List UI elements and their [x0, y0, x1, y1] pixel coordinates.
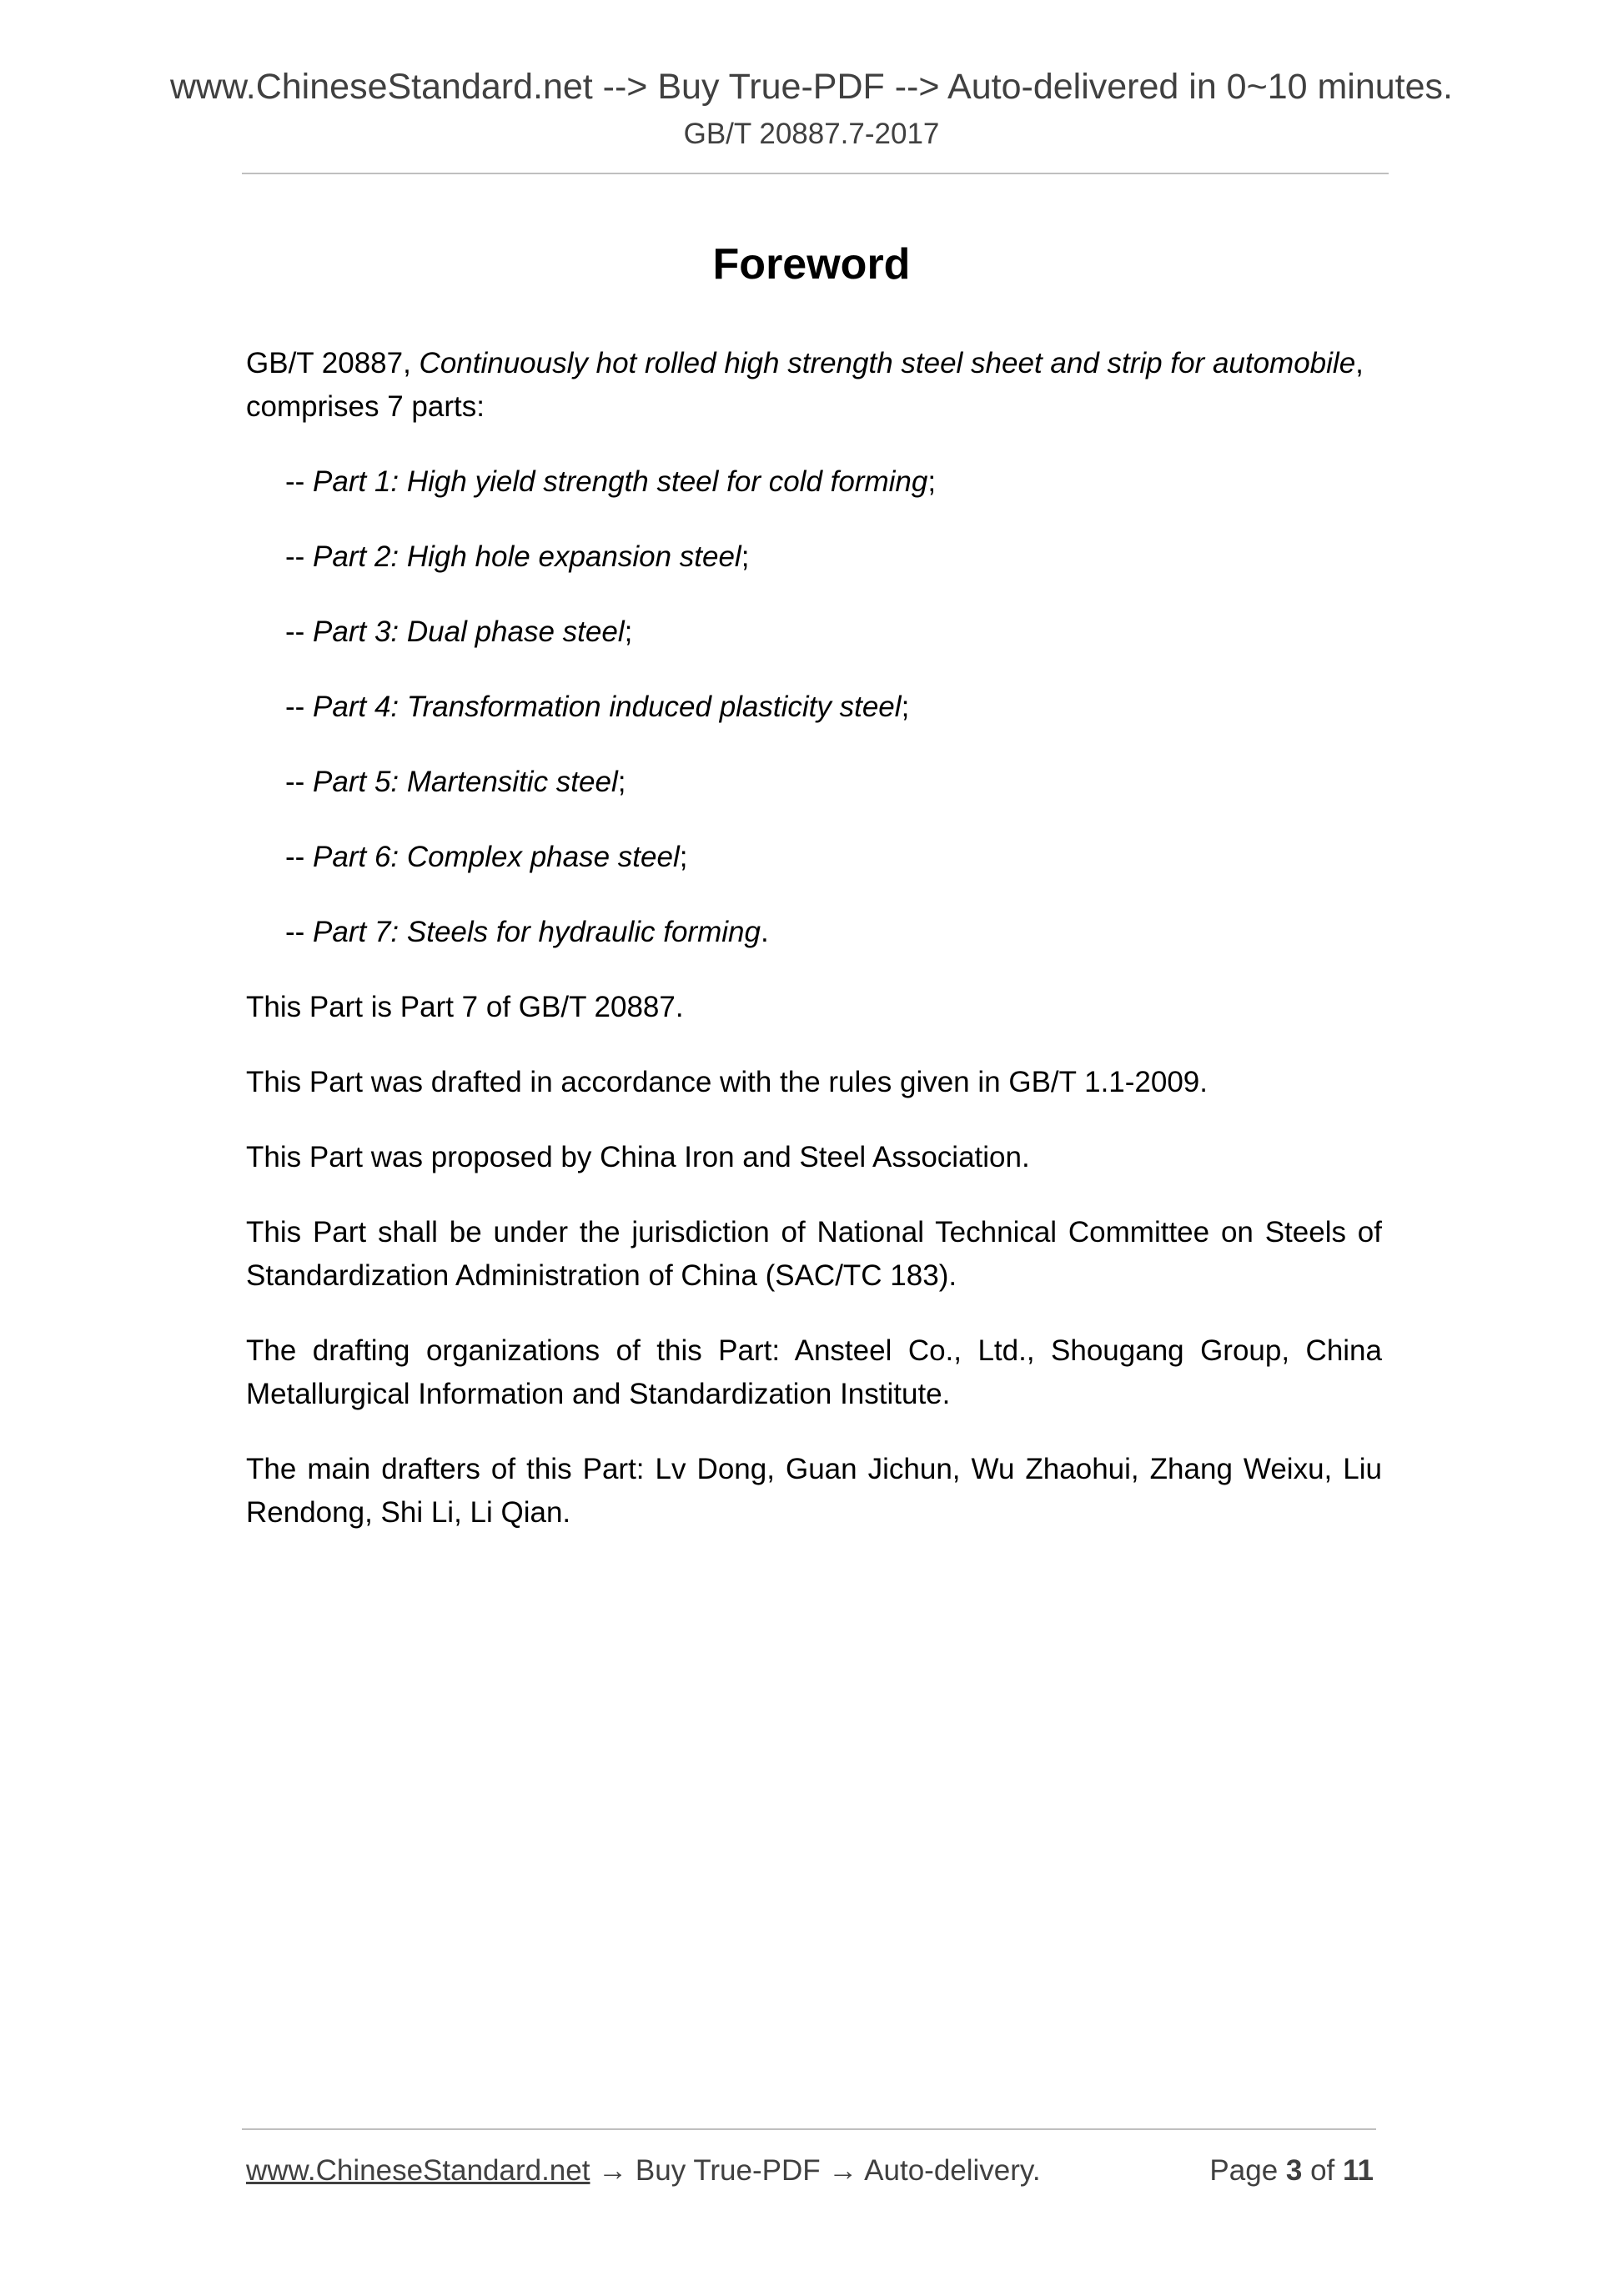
list-end: ; — [679, 841, 688, 873]
part-label: Part 3: Dual phase steel — [313, 615, 625, 648]
intro-paragraph — [246, 342, 1382, 429]
list-dash: -- — [285, 916, 314, 948]
part-list-item — [246, 610, 1382, 654]
list-end: ; — [901, 691, 910, 723]
part-list-item — [246, 535, 1382, 579]
page-footer — [246, 2150, 1374, 2192]
intro-suffix: , — [1355, 347, 1364, 379]
list-dash: -- — [285, 615, 314, 648]
part-label: Part 6: Complex phase steel — [313, 841, 680, 873]
standard-title: Continuously hot rolled high strength steel sheet and strip for automobile — [419, 347, 1356, 379]
document-body — [246, 342, 1382, 1566]
body-paragraph: This Part was drafted in accordance with the rules given in GB/T 1.1-2009. — [246, 1066, 1208, 1098]
page-of: of — [1302, 2154, 1343, 2187]
page-total: 11 — [1343, 2154, 1374, 2187]
footer-divider — [242, 2128, 1376, 2130]
list-dash: -- — [285, 841, 314, 873]
footer-text: → Buy True-PDF → Auto-delivery. — [590, 2154, 1041, 2187]
footer-site-link[interactable]: www.ChineseStandard.net — [246, 2154, 590, 2187]
part-list-item — [246, 460, 1382, 504]
header-divider — [242, 173, 1389, 174]
footer-left — [246, 2150, 1041, 2192]
page-label: Page — [1209, 2154, 1286, 2187]
part-label: Part 2: High hole expansion steel — [313, 540, 741, 573]
body-paragraph: This Part is Part 7 of GB/T 20887. — [246, 991, 684, 1023]
part-list-item — [246, 686, 1382, 729]
part-label: Part 7: Steels for hydraulic forming — [313, 916, 761, 948]
list-end: ; — [927, 465, 937, 498]
part-label: Part 4: Transformation induced plasticity steel — [313, 691, 902, 723]
body-paragraph: This Part shall be under the jurisdiction of National Technical Committee on Steels of Standardization Administration of China (SAC/TC 183). — [246, 1216, 1382, 1292]
body-paragraph: The drafting organizations of this Part: Ansteel Co., Ltd., Shougang Group, China Metallurgical Information and Standardization Institute. — [246, 1334, 1382, 1410]
header-site-banner: www.ChineseStandard.net --> Buy True-PDF --> Auto-delivered in 0~10 minutes. — [169, 67, 1453, 107]
list-end: ; — [741, 540, 750, 573]
list-end: . — [760, 916, 769, 948]
part-list-item — [246, 836, 1382, 879]
part-label: Part 1: High yield strength steel for cold forming — [313, 465, 928, 498]
header-standard-number: GB/T 20887.7-2017 — [683, 118, 940, 150]
part-list-item — [246, 911, 1382, 954]
list-end: ; — [624, 615, 633, 648]
list-dash: -- — [285, 540, 314, 573]
part-label: Part 5: Martensitic steel — [313, 766, 618, 798]
list-dash: -- — [285, 766, 314, 798]
part-list-item — [246, 761, 1382, 804]
body-paragraph: This Part was proposed by China Iron and Steel Association. — [246, 1141, 1030, 1173]
page-title: Foreword — [712, 240, 911, 289]
body-paragraph: The main drafters of this Part: Lv Dong, Guan Jichun, Wu Zhaohui, Zhang Weixu, Liu Rendong, Shi Li, Li Qian. — [246, 1453, 1382, 1529]
intro-prefix: GB/T 20887, — [246, 347, 420, 379]
list-end: ; — [617, 766, 626, 798]
list-dash: -- — [285, 691, 314, 723]
page-number — [1209, 2150, 1374, 2192]
page-current: 3 — [1285, 2154, 1303, 2187]
list-dash: -- — [285, 465, 314, 498]
intro-line2: comprises 7 parts: — [246, 390, 485, 423]
